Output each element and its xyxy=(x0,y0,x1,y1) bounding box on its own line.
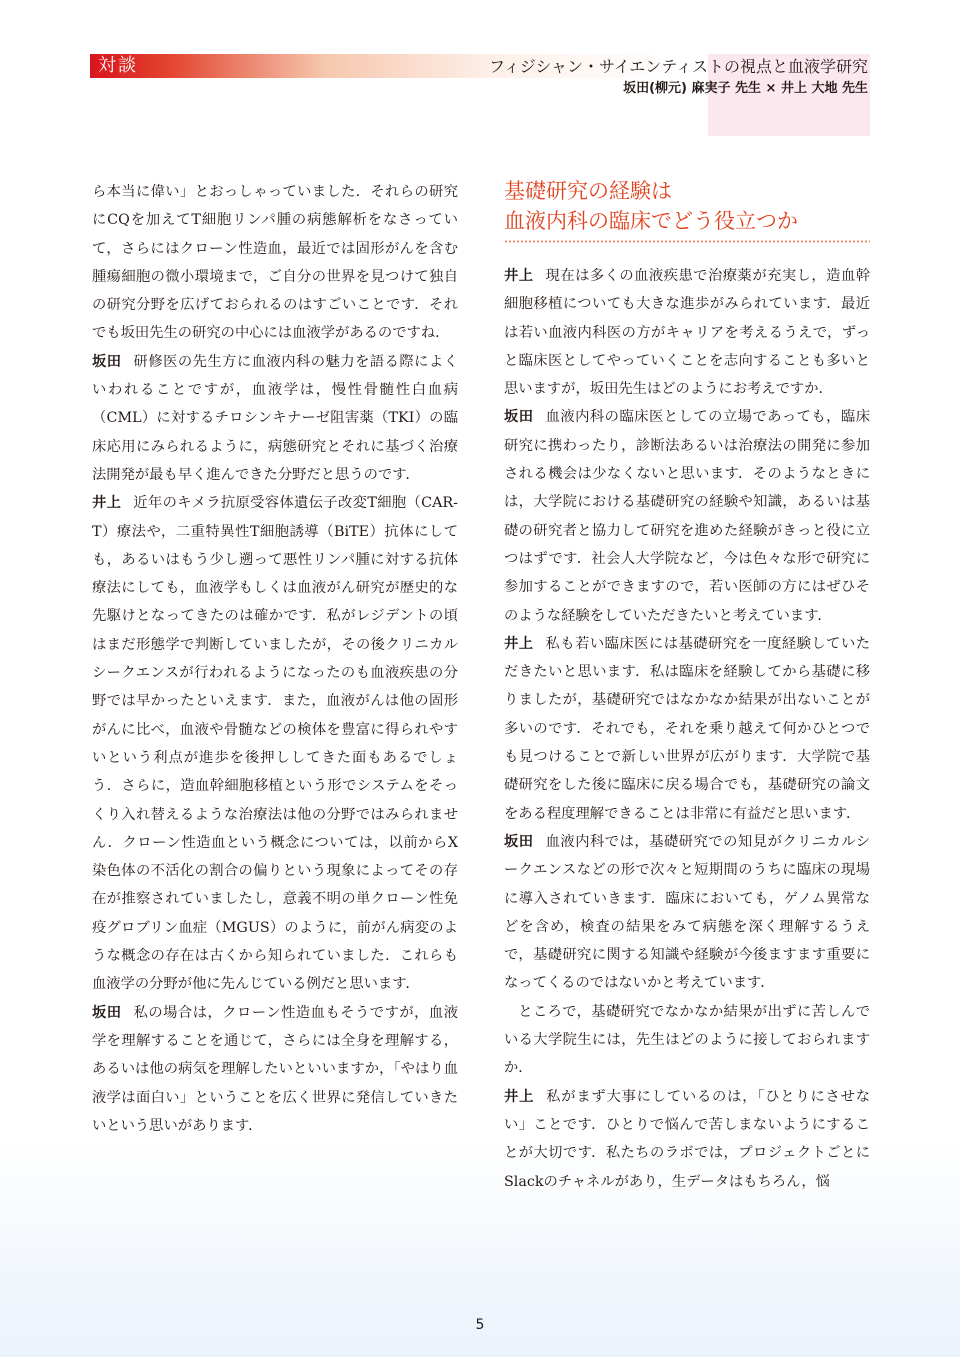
speaker-label: 井上 xyxy=(504,635,534,652)
speaker-label: 坂田 xyxy=(504,409,534,426)
paragraph-text: 近年のキメラ抗原受容体遺伝子改変T細胞（CAR-T）療法や，二重特異性T細胞誘導（BiTE）抗体にしても，あるいはもう少し遡って悪性リンパ腫に対する抗体療法にしても，血液学もしくは血液がん研究が歴史的な先駆けとなってきたのは確かです．私がレジデントの頃はまだ形態学で判断していましたが，その後クリニカルシークエンスが行われるようになったのも血液疾患の分野では早かったといえます．また，血液がんは他の固形がんに比べ，血液や骨髄などの検体を豊富に得られやすいという利点が進歩を後押ししてきた面もあるでしょう．さらに，造血幹細胞移植という形でシステムをそっくり入れ替えるような治療法は他の分野ではみられません．クローン性造血という概念については，以前からX染色体の不活化の割合の偏りという現象によってその存在が推察されていましたし，意義不明の単クローン性免疫グロブリン血症（MGUS）のように，前がん病変のような概念の存在は古くから知られていました．これらも血液学の分野が他に先んじている例だと思います． xyxy=(92,495,459,993)
dotted-divider xyxy=(504,240,870,243)
paragraph-text: ところで，基礎研究でなかなか結果が出ずに苦しんでいる大学院生には，先生はどのように接しておられますか． xyxy=(504,1003,870,1077)
paragraph xyxy=(504,630,870,828)
paragraph-text: ら本当に偉い」とおっしゃっていました．それらの研究にCQを加えてT細胞リンパ腫の病態解析をなさっていて，さらにはクローン性造血，最近では固形がんを含む腫瘍細胞の微小環境まで，ご自分の世界を見つけて独自の研究分野を広げておられるのはすごいことです．それでも坂田先生の研究の中心には血液学があるのですね． xyxy=(92,184,458,342)
paragraph xyxy=(504,998,870,1083)
paragraph xyxy=(504,1083,870,1196)
paragraph xyxy=(92,178,458,348)
speaker-label: 坂田 xyxy=(92,353,122,370)
speaker-label: 坂田 xyxy=(504,833,534,850)
heading-line: 基礎研究の経験は xyxy=(504,179,672,203)
paragraph xyxy=(504,403,870,629)
speaker-label: 井上 xyxy=(504,1088,535,1105)
paragraph-text: 私の場合は，クローン性造血もそうですが，血液学を理解することを通じて，さらには全身を理解する，あるいは他の病気を理解したいといいますか，「やはり血液学は面白い」ということを広く世界に発信していきたいという思いがあります． xyxy=(92,1004,459,1134)
speaker-names: 坂田(柳元) 麻実子 先生 × 井上 大地 先生 xyxy=(623,81,868,96)
paragraph-text: 研修医の先生方に血液内科の魅力を語る際によくいわれることですが，血液学は，慢性骨髄性白血病（CML）に対するチロシンキナーゼ阻害薬（TKI）の臨床応用にみられるように，病態研究とそれに基づく治療法開発が最も早く進んできた分野だと思うのです． xyxy=(92,353,459,483)
speaker-label: 井上 xyxy=(92,495,122,512)
paragraph xyxy=(92,999,458,1140)
right-column xyxy=(504,262,870,1196)
speaker-label: 坂田 xyxy=(92,1004,122,1021)
paragraph-text: 血液内科では，基礎研究での知見がクリニカルシークエンスなどの形で次々と短期間のうちに臨床の現場に導入されていきます．臨床においても，ゲノム異常などを含め，検査の結果をみて病態を深く理解するうえで，基礎研究に関する知識や経験が今後ますます重要になってくるのではないかと考えています． xyxy=(504,833,871,992)
paragraph-text: 私がまず大事にしているのは，「ひとりにさせない」ことです．ひとりで悩んで苦しまないようにすることが大切です．私たちのラボでは，プロジェクトごとにSlackのチャネルがあり，生データはもちろん，悩 xyxy=(504,1088,870,1190)
paragraph xyxy=(92,348,458,489)
paragraph xyxy=(92,489,458,998)
article-title: フィジシャン・サイエンティストの視点と血液学研究 xyxy=(489,57,868,76)
paragraph-text: 私も若い臨床医には基礎研究を一度経験していただきたいと思います．私は臨床を経験してから基礎に移りましたが，基礎研究ではなかなか結果が出ないことが多いのです．それでも，それを乗り越えて何かひとつでも見つけることで新しい世界が広がります．大学院で基礎研究をした後に臨床に戻る場合でも，基礎研究の論文をある程度理解できることは非常に有益だと思います． xyxy=(504,635,871,822)
left-column xyxy=(92,178,458,1140)
paragraph-text: 血液内科の臨床医としての立場であっても，臨床研究に携わったり，診断法あるいは治療法の開発に参加される機会は少なくないと思います．そのようなときには，大学院における基礎研究の経験や知識，あるいは基礎の研究者と協力して研究を進めた経験がきっと役に立つはずです．社会人大学院など，今は色々な形で研究に参加することができますので，若い医師の方にはぜひそのような経験をしていただきたいと考えています． xyxy=(504,409,871,624)
paragraph xyxy=(504,262,870,403)
heading-line: 血液内科の臨床でどう役立つか xyxy=(504,209,798,233)
page-number: 5 xyxy=(475,1317,485,1333)
speaker-label: 井上 xyxy=(504,268,534,284)
paragraph xyxy=(504,828,870,998)
section-heading xyxy=(504,176,870,236)
section-label: 対談 xyxy=(98,55,138,76)
paragraph-text: 現在は多くの血液疾患で治療薬が充実し，造血幹細胞移植についても大きな進歩がみられています．最近は若い血液内科医の方がキャリアを考えるうえで，ずっと臨床医としてやっていくことを志向することも多いと思いますが，坂田先生はどのようにお考えですか． xyxy=(504,268,871,398)
